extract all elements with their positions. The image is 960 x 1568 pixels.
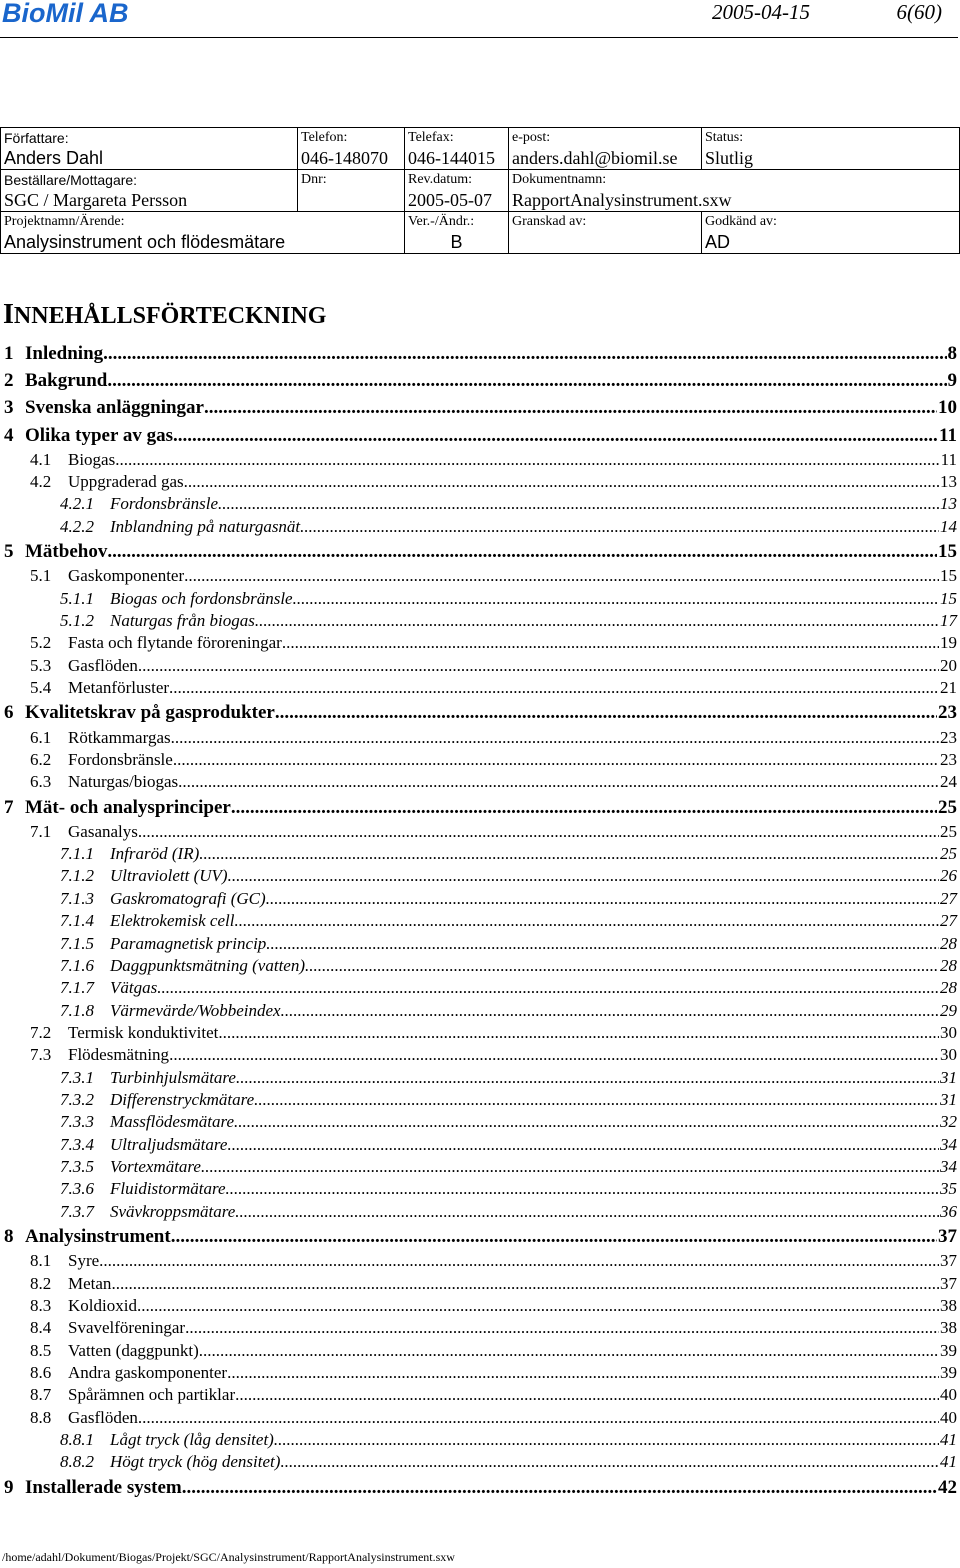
toc-entry[interactable] [0,1384,960,1406]
page-header [0,0,960,50]
toc-entry-title: Ultraljudsmätare [110,1134,228,1154]
toc-entry-number: 7.3.3 [60,1112,94,1132]
toc-entry-title: Installerade system [25,1476,182,1498]
toc-entry-number: 7.1.4 [60,911,94,931]
toc-entry-page: 21 [940,678,957,698]
toc-entry-title: Massflödesmätare [110,1112,235,1132]
phone-value: 046-148070 [298,148,405,170]
toc-entry-number: 4.2.1 [60,494,94,514]
toc-leader-dots [199,843,939,865]
toc-entry-number: 5.3 [30,655,52,675]
toc-leader-dots [171,727,939,749]
toc-entry-number: 4.2 [30,472,52,492]
toc-entry-number: 7.3.6 [60,1179,94,1199]
status-value: Slutlig [702,148,960,170]
toc-entry[interactable] [0,493,960,515]
toc-entry-page: 38 [940,1295,957,1315]
toc-entry-number: 5.1.1 [60,588,94,608]
toc-list [0,340,960,1501]
toc-entry-number: 8.4 [30,1318,52,1338]
toc-entry-title: Elektrokemisk cell [110,911,235,931]
toc-entry-title: Koldioxid [68,1295,137,1315]
toc-entry[interactable] [0,655,960,677]
toc-leader-dots [204,394,937,422]
toc-entry-title: Biogas och fordonsbränsle [110,588,293,608]
toc-entry-number: 7.3.1 [60,1067,94,1087]
toc-entry-page: 38 [940,1318,957,1338]
toc-leader-dots [137,1295,939,1317]
toc-entry-page: 23 [940,749,957,769]
toc-leader-dots [169,1044,939,1066]
toc-leader-dots [185,1317,939,1339]
toc-leader-dots [293,588,939,610]
toc-leader-dots [115,449,939,471]
toc-entry-title: Naturgas från biogas [110,611,255,630]
toc-entry-title: Syre [68,1251,100,1271]
toc-leader-dots [236,1067,939,1089]
project-value: Analysinstrument och flödesmätare [1,232,405,254]
toc-entry-title: Inblandning på naturgasnät [110,516,301,536]
toc-entry-title: Analysinstrument [25,1225,171,1247]
toc-entry[interactable] [0,794,960,821]
toc-entry-number: 3 [4,397,14,419]
toc-entry-number: 8.6 [30,1362,52,1382]
document-meta-table [0,127,960,254]
toc-entry-number: 7.1.5 [60,933,94,953]
toc-leader-dots [255,610,939,632]
toc-leader-dots [199,1340,939,1362]
toc-entry-title: Vatten (daggpunkt) [68,1340,199,1360]
toc-entry-number: 5.1 [30,566,52,586]
toc-heading [3,299,326,331]
toc-entry[interactable] [0,955,960,977]
toc-entry-title: Differenstryckmätare [110,1089,255,1109]
toc-entry-number: 7.3.2 [60,1089,94,1109]
toc-entry-number: 7.2 [30,1022,52,1042]
toc-entry[interactable] [0,727,960,749]
toc-entry-page: 35 [940,1179,957,1199]
toc-entry-number: 6.1 [30,727,52,747]
toc-entry[interactable] [0,977,960,999]
toc-leader-dots [266,933,939,955]
toc-entry-title: Rötkammargas [68,727,171,747]
footer-path: /home/adahl/Dokument/Biogas/Projekt/SGC/Analysinstrument/RapportAnalysinstrument.sxw [2,1550,455,1564]
toc-entry-title: Paramagnetisk princip [110,933,267,953]
toc-entry[interactable] [0,1340,960,1362]
toc-entry-page: 11 [939,424,957,446]
toc-entry-page: 13 [940,472,957,492]
email-label: e-post: [509,128,702,149]
toc-entry[interactable] [0,367,960,394]
toc-entry-page: 36 [940,1201,957,1221]
toc-entry-title: Inledning [25,343,104,364]
toc-entry-page: 25 [938,796,957,818]
toc-entry-number: 4.1 [30,449,52,469]
docname-value: RapportAnalysinstrument.sxw [509,190,960,212]
toc-entry[interactable] [0,394,960,421]
toc-entry[interactable] [0,565,960,587]
toc-entry[interactable] [0,1201,960,1223]
toc-entry-number: 6.2 [30,749,52,769]
toc-entry-page: 9 [947,370,957,392]
toc-entry[interactable] [0,865,960,887]
toc-entry-page: 34 [940,1156,957,1176]
toc-entry-page: 23 [938,702,957,724]
toc-entry-title: Lågt tryck (låg densitet) [110,1429,274,1449]
fax-label: Telefax: [405,128,509,149]
toc-leader-dots [235,1384,939,1406]
toc-entry-page: 29 [940,1000,957,1020]
toc-leader-dots [157,977,939,999]
toc-entry-title: Bakgrund [25,370,108,392]
toc-leader-dots [218,493,939,515]
toc-entry-number: 8.8.2 [60,1452,94,1472]
toc-entry-title: Svenska anläggningar [25,397,204,419]
toc-entry-title: Svävkroppsmätare [110,1201,236,1221]
toc-entry[interactable] [0,471,960,493]
toc-entry-number: 5.4 [30,678,52,698]
toc-entry-number: 7.1 [30,821,52,841]
toc-leader-dots [254,1089,939,1111]
toc-entry-page: 17 [940,611,957,630]
toc-entry-number: 4 [4,424,14,446]
toc-entry-number: 7 [4,796,14,818]
toc-entry-page: 39 [940,1340,957,1360]
toc-entry[interactable] [0,1156,960,1178]
toc-leader-dots [171,1223,937,1251]
toc-entry-title: Gaskromatografi (GC) [110,888,266,908]
toc-entry-page: 28 [940,978,957,998]
toc-entry-number: 7.1.7 [60,978,94,998]
toc-entry[interactable] [0,677,960,699]
toc-leader-dots [280,1451,939,1473]
toc-leader-dots [138,655,939,677]
toc-entry[interactable] [0,1178,960,1200]
toc-leader-dots [173,422,938,450]
toc-entry-page: 15 [938,541,957,563]
toc-entry-number: 8.1 [30,1251,52,1271]
toc-entry[interactable] [0,843,960,865]
toc-entry-page: 30 [940,1045,957,1065]
toc-leader-dots [234,1111,939,1133]
toc-entry-page: 19 [940,633,957,653]
toc-entry[interactable] [0,1223,960,1250]
toc-leader-dots [178,771,939,793]
toc-entry[interactable] [0,1089,960,1111]
toc-heading-initial: I [3,299,14,330]
toc-entry-number: 8.3 [30,1295,52,1315]
client-label: Beställare/Mottagare: [1,170,298,191]
author-value: Anders Dahl [1,148,298,170]
toc-entry[interactable] [0,771,960,793]
header-date: 2005-04-15 [712,0,810,24]
toc-entry-page: 24 [940,772,957,792]
toc-entry-page: 37 [940,1251,957,1271]
reviewed-value [509,232,702,254]
toc-entry-number: 7.1.8 [60,1000,94,1020]
toc-entry[interactable] [0,516,960,538]
toc-leader-dots [235,1201,939,1223]
toc-entry-page: 23 [940,727,957,747]
toc-heading-rest: NNEHÅLLSFÖRTECKNING [13,303,327,329]
toc-entry-number: 7.1.2 [60,866,94,886]
docname-label: Dokumentnamn: [509,170,960,191]
toc-leader-dots [99,1250,939,1272]
status-label: Status: [702,128,960,149]
toc-entry-page: 30 [940,1022,957,1042]
toc-entry-number: 7.1.1 [60,844,94,864]
toc-entry-number: 7.1.6 [60,955,94,975]
toc-entry-number: 8.7 [30,1385,52,1405]
toc-entry-title: Vätgas [110,978,158,998]
toc-entry-title: Gasflöden [68,655,138,675]
toc-entry-title: Daggpunktsmätning (vatten) [110,955,305,975]
approved-value: AD [702,232,960,254]
toc-entry-page: 40 [940,1385,957,1405]
toc-entry-title: Fordonsbränsle [110,494,218,514]
toc-entry-number: 1 [4,343,14,364]
toc-entry-number: 8.8.1 [60,1429,94,1449]
toc-entry-title: Fordonsbränsle [68,749,173,769]
dnr-value [298,190,405,212]
toc-entry[interactable] [0,1000,960,1022]
email-value: anders.dahl@biomil.se [509,148,702,170]
toc-entry[interactable] [0,749,960,771]
toc-entry[interactable] [0,340,960,367]
toc-leader-dots [138,821,939,843]
toc-entry[interactable] [0,538,960,565]
toc-entry[interactable] [0,821,960,843]
toc-entry-number: 9 [4,1476,14,1498]
toc-leader-dots [226,1178,939,1200]
client-value: SGC / Margareta Persson [1,190,298,212]
toc-leader-dots [184,471,939,493]
toc-leader-dots [184,565,939,587]
revdate-value: 2005-05-07 [405,190,509,212]
toc-entry[interactable] [0,1362,960,1384]
toc-entry[interactable] [0,1111,960,1133]
toc-leader-dots [274,1429,939,1451]
toc-entry-title: Gasflöden [68,1407,138,1427]
toc-entry-number: 2 [4,370,14,392]
toc-leader-dots [182,1474,937,1502]
toc-entry-page: 37 [938,1225,957,1247]
toc-entry-title: Värmevärde/Wobbeindex [110,1000,281,1020]
toc-leader-dots [227,1362,939,1384]
toc-entry-number: 7.1.3 [60,888,94,908]
toc-entry-number: 5.1.2 [60,611,94,630]
toc-leader-dots [107,538,937,566]
toc-entry-page: 39 [940,1362,957,1382]
toc-entry[interactable] [0,1273,960,1295]
revdate-label: Rev.datum: [405,170,509,191]
toc-entry-page: 37 [940,1273,957,1293]
toc-entry-page: 15 [940,566,957,586]
toc-entry-title: Högt tryck (hög densitet) [110,1452,281,1472]
toc-leader-dots [275,699,937,727]
toc-entry[interactable] [0,699,960,726]
project-label: Projektnamn/Ärende: [1,212,405,233]
toc-leader-dots [201,1156,939,1178]
toc-entry-title: Mätbehov [25,541,108,563]
toc-entry-number: 7.3 [30,1045,52,1065]
toc-entry[interactable] [0,610,960,632]
toc-entry-page: 32 [940,1112,957,1132]
toc-entry-title: Ultraviolett (UV) [110,866,228,886]
toc-leader-dots [218,1022,939,1044]
toc-leader-dots [231,794,937,822]
toc-entry-title: Metanförluster [68,678,170,698]
author-label: Författare: [1,128,298,149]
toc-entry-page: 31 [940,1089,957,1109]
toc-leader-dots [282,632,939,654]
toc-entry-title: Mät- och analysprinciper [25,796,231,818]
toc-entry-page: 25 [940,844,957,864]
header-page-number: 6(60) [896,0,942,24]
toc-entry-page: 15 [940,588,957,608]
toc-entry-page: 34 [940,1134,957,1154]
toc-entry[interactable] [0,1250,960,1272]
toc-entry[interactable] [0,588,960,610]
toc-entry[interactable] [0,1295,960,1317]
phone-label: Telefon: [298,128,405,149]
toc-entry-title: Uppgraderad gas [68,472,184,492]
toc-entry-title: Naturgas/biogas [68,772,179,792]
toc-entry-page: 26 [940,866,957,886]
toc-entry-title: Infraröd (IR) [110,844,200,864]
toc-leader-dots [227,1134,939,1156]
fax-value: 046-144015 [405,148,509,170]
toc-entry-page: 25 [940,821,957,841]
toc-leader-dots [173,749,939,771]
toc-entry-title: Vortexmätare [110,1156,201,1176]
toc-entry-title: Gaskomponenter [68,566,185,586]
toc-entry[interactable] [0,632,960,654]
toc-entry[interactable] [0,1022,960,1044]
toc-entry-page: 41 [940,1429,957,1449]
toc-entry[interactable] [0,1134,960,1156]
toc-entry[interactable] [0,1474,960,1501]
toc-leader-dots [138,1407,939,1429]
toc-leader-dots [103,340,946,368]
version-value: B [405,232,509,254]
toc-entry-page: 13 [940,494,957,514]
company-logo-text: BioMil AB [2,0,129,28]
toc-entry[interactable] [0,888,960,910]
toc-entry-number: 7.3.4 [60,1134,94,1154]
toc-entry[interactable] [0,933,960,955]
toc-entry-page: 11 [940,449,957,469]
toc-entry-page: 14 [940,516,957,536]
toc-entry-title: Fasta och flytande föroreningar [68,633,282,653]
toc-entry-title: Olika typer av gas [25,424,173,446]
toc-entry-title: Metan [68,1273,112,1293]
toc-leader-dots [228,865,939,887]
toc-leader-dots [169,677,939,699]
toc-entry-number: 7.3.7 [60,1201,94,1221]
toc-leader-dots [234,910,939,932]
toc-entry-title: Biogas [68,449,116,469]
toc-entry-page: 31 [940,1067,957,1087]
toc-entry-page: 42 [938,1476,957,1498]
toc-entry-page: 20 [940,655,957,675]
toc-entry-number: 4.2.2 [60,516,94,536]
toc-entry-title: Turbinhjulsmätare [110,1067,236,1087]
toc-entry-title: Flödesmätning [68,1045,170,1065]
toc-entry-page: 27 [940,911,957,931]
version-label: Ver.-/Ändr.: [405,212,509,233]
toc-entry[interactable] [0,1067,960,1089]
toc-entry-number: 8 [4,1225,14,1247]
toc-entry-number: 8.2 [30,1273,52,1293]
toc-entry-number: 5.2 [30,633,52,653]
toc-entry-title: Fluidistormätare [110,1179,226,1199]
toc-entry-page: 27 [940,888,957,908]
header-rule [0,37,958,38]
toc-leader-dots [266,888,939,910]
toc-entry[interactable] [0,422,960,449]
toc-entry-page: 40 [940,1407,957,1427]
approved-label: Godkänd av: [702,212,960,233]
toc-leader-dots [300,516,939,538]
dnr-label: Dnr: [298,170,405,191]
toc-entry-title: Kvalitetskrav på gasprodukter [25,702,275,724]
toc-entry-title: Termisk konduktivitet [68,1022,219,1042]
toc-entry-number: 8.5 [30,1340,52,1360]
toc-entry-page: 28 [940,955,957,975]
reviewed-label: Granskad av: [509,212,702,233]
toc-leader-dots [305,955,939,977]
toc-entry-number: 6 [4,702,14,724]
toc-entry-title: Svavelföreningar [68,1318,186,1338]
toc-entry-page: 28 [940,933,957,953]
toc-entry-page: 41 [940,1452,957,1472]
toc-entry-number: 5 [4,541,14,563]
toc-entry[interactable] [0,1429,960,1451]
toc-entry[interactable] [0,1407,960,1429]
toc-entry[interactable] [0,1317,960,1339]
toc-entry-title: Andra gaskomponenter [68,1362,228,1382]
toc-leader-dots [107,367,946,395]
toc-entry[interactable] [0,910,960,932]
toc-entry-page: 8 [947,343,957,364]
toc-entry-title: Spårämnen och partiklar [68,1385,236,1405]
toc-entry[interactable] [0,1451,960,1473]
toc-entry-number: 7.3.5 [60,1156,94,1176]
toc-entry-page: 10 [938,397,957,419]
toc-entry-title: Gasanalys [68,821,138,841]
toc-leader-dots [111,1273,939,1295]
toc-entry-number: 6.3 [30,772,52,792]
toc-leader-dots [281,1000,939,1022]
toc-entry[interactable] [0,449,960,471]
toc-entry[interactable] [0,1044,960,1066]
toc-entry-number: 8.8 [30,1407,52,1427]
